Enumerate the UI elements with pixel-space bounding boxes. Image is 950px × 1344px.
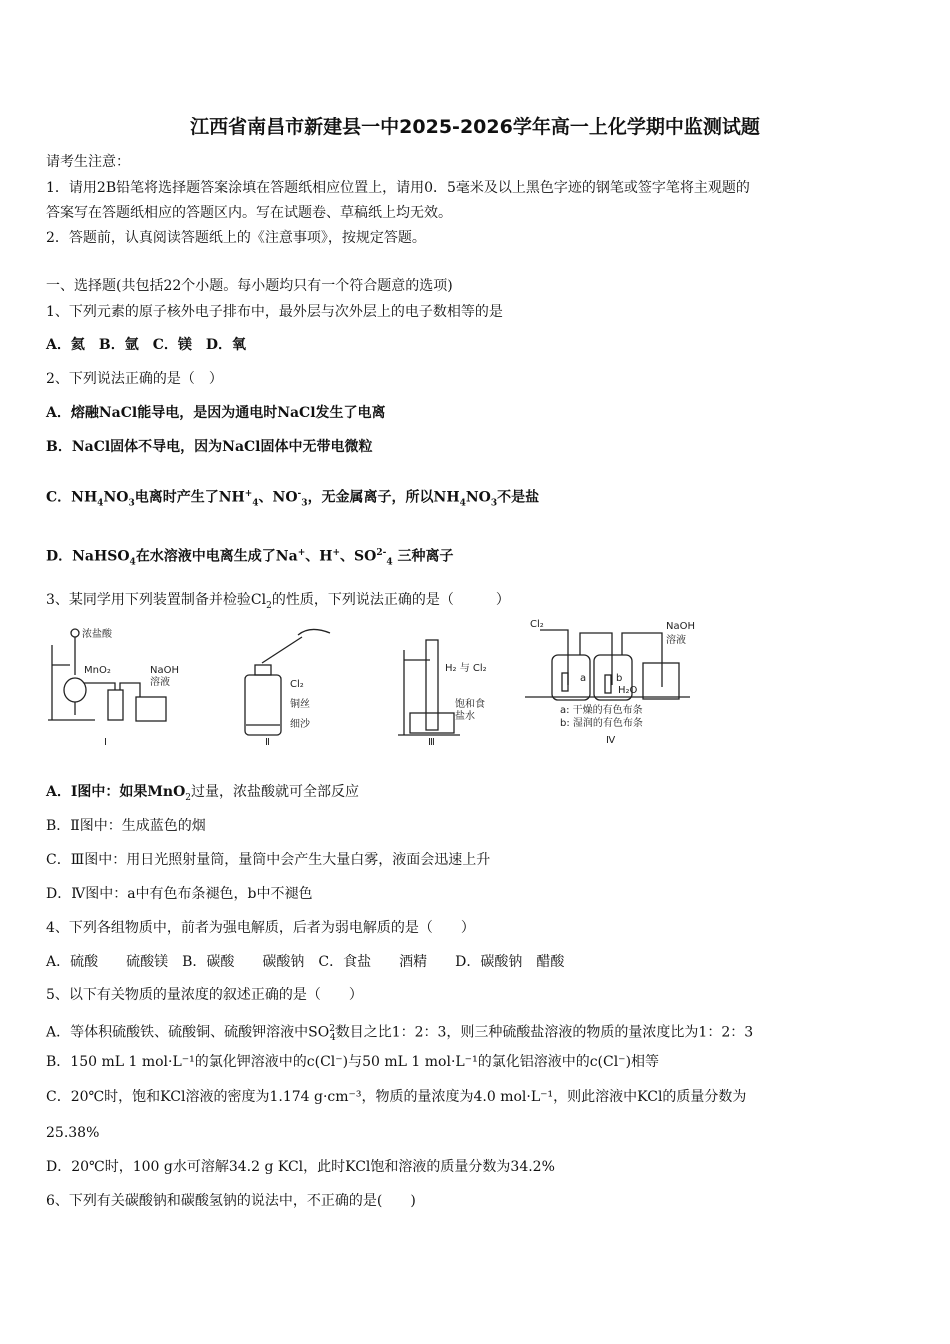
apparatus-II xyxy=(245,629,330,735)
fig2-label-cu: 铜丝 xyxy=(290,699,310,710)
fig4-label-cl2: Cl₂ xyxy=(530,619,544,630)
q3-option-b: B．Ⅱ图中：生成蓝色的烟 xyxy=(46,818,206,834)
fig3-label-gas: H₂ 与 Cl₂ xyxy=(445,663,487,674)
fig3-number: Ⅲ xyxy=(428,737,435,748)
q2-option-c: C．$NH_4NO_3$电离时产生了$NH^+_4$、$NO^-_3$，无金属离子，所以$NH_4NO_3$不是盐 xyxy=(46,489,540,509)
q1-options: A．氦 B．氩 C．镁 D．氧 xyxy=(46,337,246,353)
fig1-number: Ⅰ xyxy=(104,737,107,748)
fig4-label-solution: 溶液 xyxy=(666,635,686,646)
fig4-label-water: H₂O xyxy=(618,685,638,696)
fig3-label-brine1: 饱和食 xyxy=(455,699,485,710)
q3-option-d: D．Ⅳ图中：a中有色布条褪色，b中不褪色 xyxy=(46,886,313,902)
fig1-label-naoh: NaOH xyxy=(150,665,179,676)
fig4-label-b: b xyxy=(616,673,623,684)
q2-option-d: D．NaHSO$_4$在水溶液中电离生成了Na+、H+、$SO^{2-}_4$ 三种离子 xyxy=(46,548,454,568)
notice-item-1a: 1．请用2B铅笔将选择题答案涂填在答题纸相应位置上，请用0．5毫米及以上黑色字迹的钢笔或签字笔将主观题的 xyxy=(46,180,750,196)
fig2-number: Ⅱ xyxy=(265,737,270,748)
fig1-label-solution: 溶液 xyxy=(150,677,170,688)
q4-options: A．硫酸 硫酸镁 B．碳酸 碳酸钠 C．食盐 酒精 D．碳酸钠 醋酸 xyxy=(46,954,565,970)
q2-option-a: A．熔融NaCl能导电，是因为通电时NaCl发生了电离 xyxy=(46,405,386,421)
fig3-label-brine2: 盐水 xyxy=(455,711,475,722)
fig4-note-a: a: 干燥的有色布条 xyxy=(560,705,643,716)
notice-heading: 请考生注意： xyxy=(46,154,130,170)
fig1-label-hcl: 浓盐酸 xyxy=(82,629,112,640)
q5-stem: 5、以下有关物质的量浓度的叙述正确的是（ ） xyxy=(46,987,363,1003)
page-title: 江西省南昌市新建县一中2025-2026学年高一上化学期中监测试题 xyxy=(190,116,760,138)
q5-option-a: A．等体积硫酸铁、硫酸铜、硫酸钾溶液中$SO^{2-}_4$数目之比1：2：3，则三种硫酸盐溶液的物质的量浓度比为1：2：3 xyxy=(46,1024,754,1044)
fig4-label-a: a xyxy=(580,673,587,684)
section-heading: 一、选择题(共包括22个小题。每小题均只有一个符合题意的选项) xyxy=(46,278,453,294)
notice-item-2: 2．答题前，认真阅读答题纸上的《注意事项》，按规定答题。 xyxy=(46,230,426,246)
apparatus-III xyxy=(398,640,460,735)
q2-option-b: B．NaCl固体不导电，因为NaCl固体中无带电微粒 xyxy=(46,439,373,455)
q5-option-d: D．20℃时，100 g水可溶解34.2 g KCl，此时KCl饱和溶液的质量分数为34.2% xyxy=(46,1159,555,1175)
fig2-label-cl2: Cl₂ xyxy=(290,679,304,690)
fig4-number: Ⅳ xyxy=(606,735,616,746)
q3-stem: 3、某同学用下列装置制备并检验$Cl_2$的性质，下列说法正确的是（ ） xyxy=(46,592,510,611)
q5-option-b: B．150 mL 1 mol·L⁻¹的氯化钾溶液中的c(Cl⁻)与50 mL 1 mol·L⁻¹的氯化铝溶液中的c(Cl⁻)相等 xyxy=(46,1054,660,1070)
q4-stem: 4、下列各组物质中，前者为强电解质，后者为弱电解质的是（ ） xyxy=(46,920,475,936)
fig1-label-mno2: MnO₂ xyxy=(84,665,111,676)
q5-option-c: C．20℃时，饱和KCl溶液的密度为1.174 g·cm⁻³，物质的量浓度为4.0 mol·L⁻¹，则此溶液中KCl的质量分数为 xyxy=(46,1089,747,1105)
apparatus-figure xyxy=(40,615,720,755)
fig4-note-b: b: 湿润的有色布条 xyxy=(560,718,643,729)
q3-option-c: C．Ⅲ图中：用日光照射量筒，量筒中会产生大量白雾，液面会迅速上升 xyxy=(46,852,491,868)
q2-stem: 2、下列说法正确的是（ ） xyxy=(46,371,223,387)
notice-item-1b: 答案写在答题纸相应的答题区内。写在试题卷、草稿纸上均无效。 xyxy=(46,205,452,221)
fig4-label-naoh: NaOH xyxy=(666,621,695,632)
q6-stem: 6、下列有关碳酸钠和碳酸氢钠的说法中，不正确的是( ) xyxy=(46,1193,416,1209)
fig2-label-sand: 细沙 xyxy=(290,719,310,730)
q1-stem: 1、下列元素的原子核外电子排布中，最外层与次外层上的电子数相等的是 xyxy=(46,304,503,320)
q3-option-a: A．Ⅰ图中：如果MnO$_2$过量，浓盐酸就可全部反应 xyxy=(46,784,360,803)
q5-option-c-cont: 25.38% xyxy=(46,1125,100,1141)
